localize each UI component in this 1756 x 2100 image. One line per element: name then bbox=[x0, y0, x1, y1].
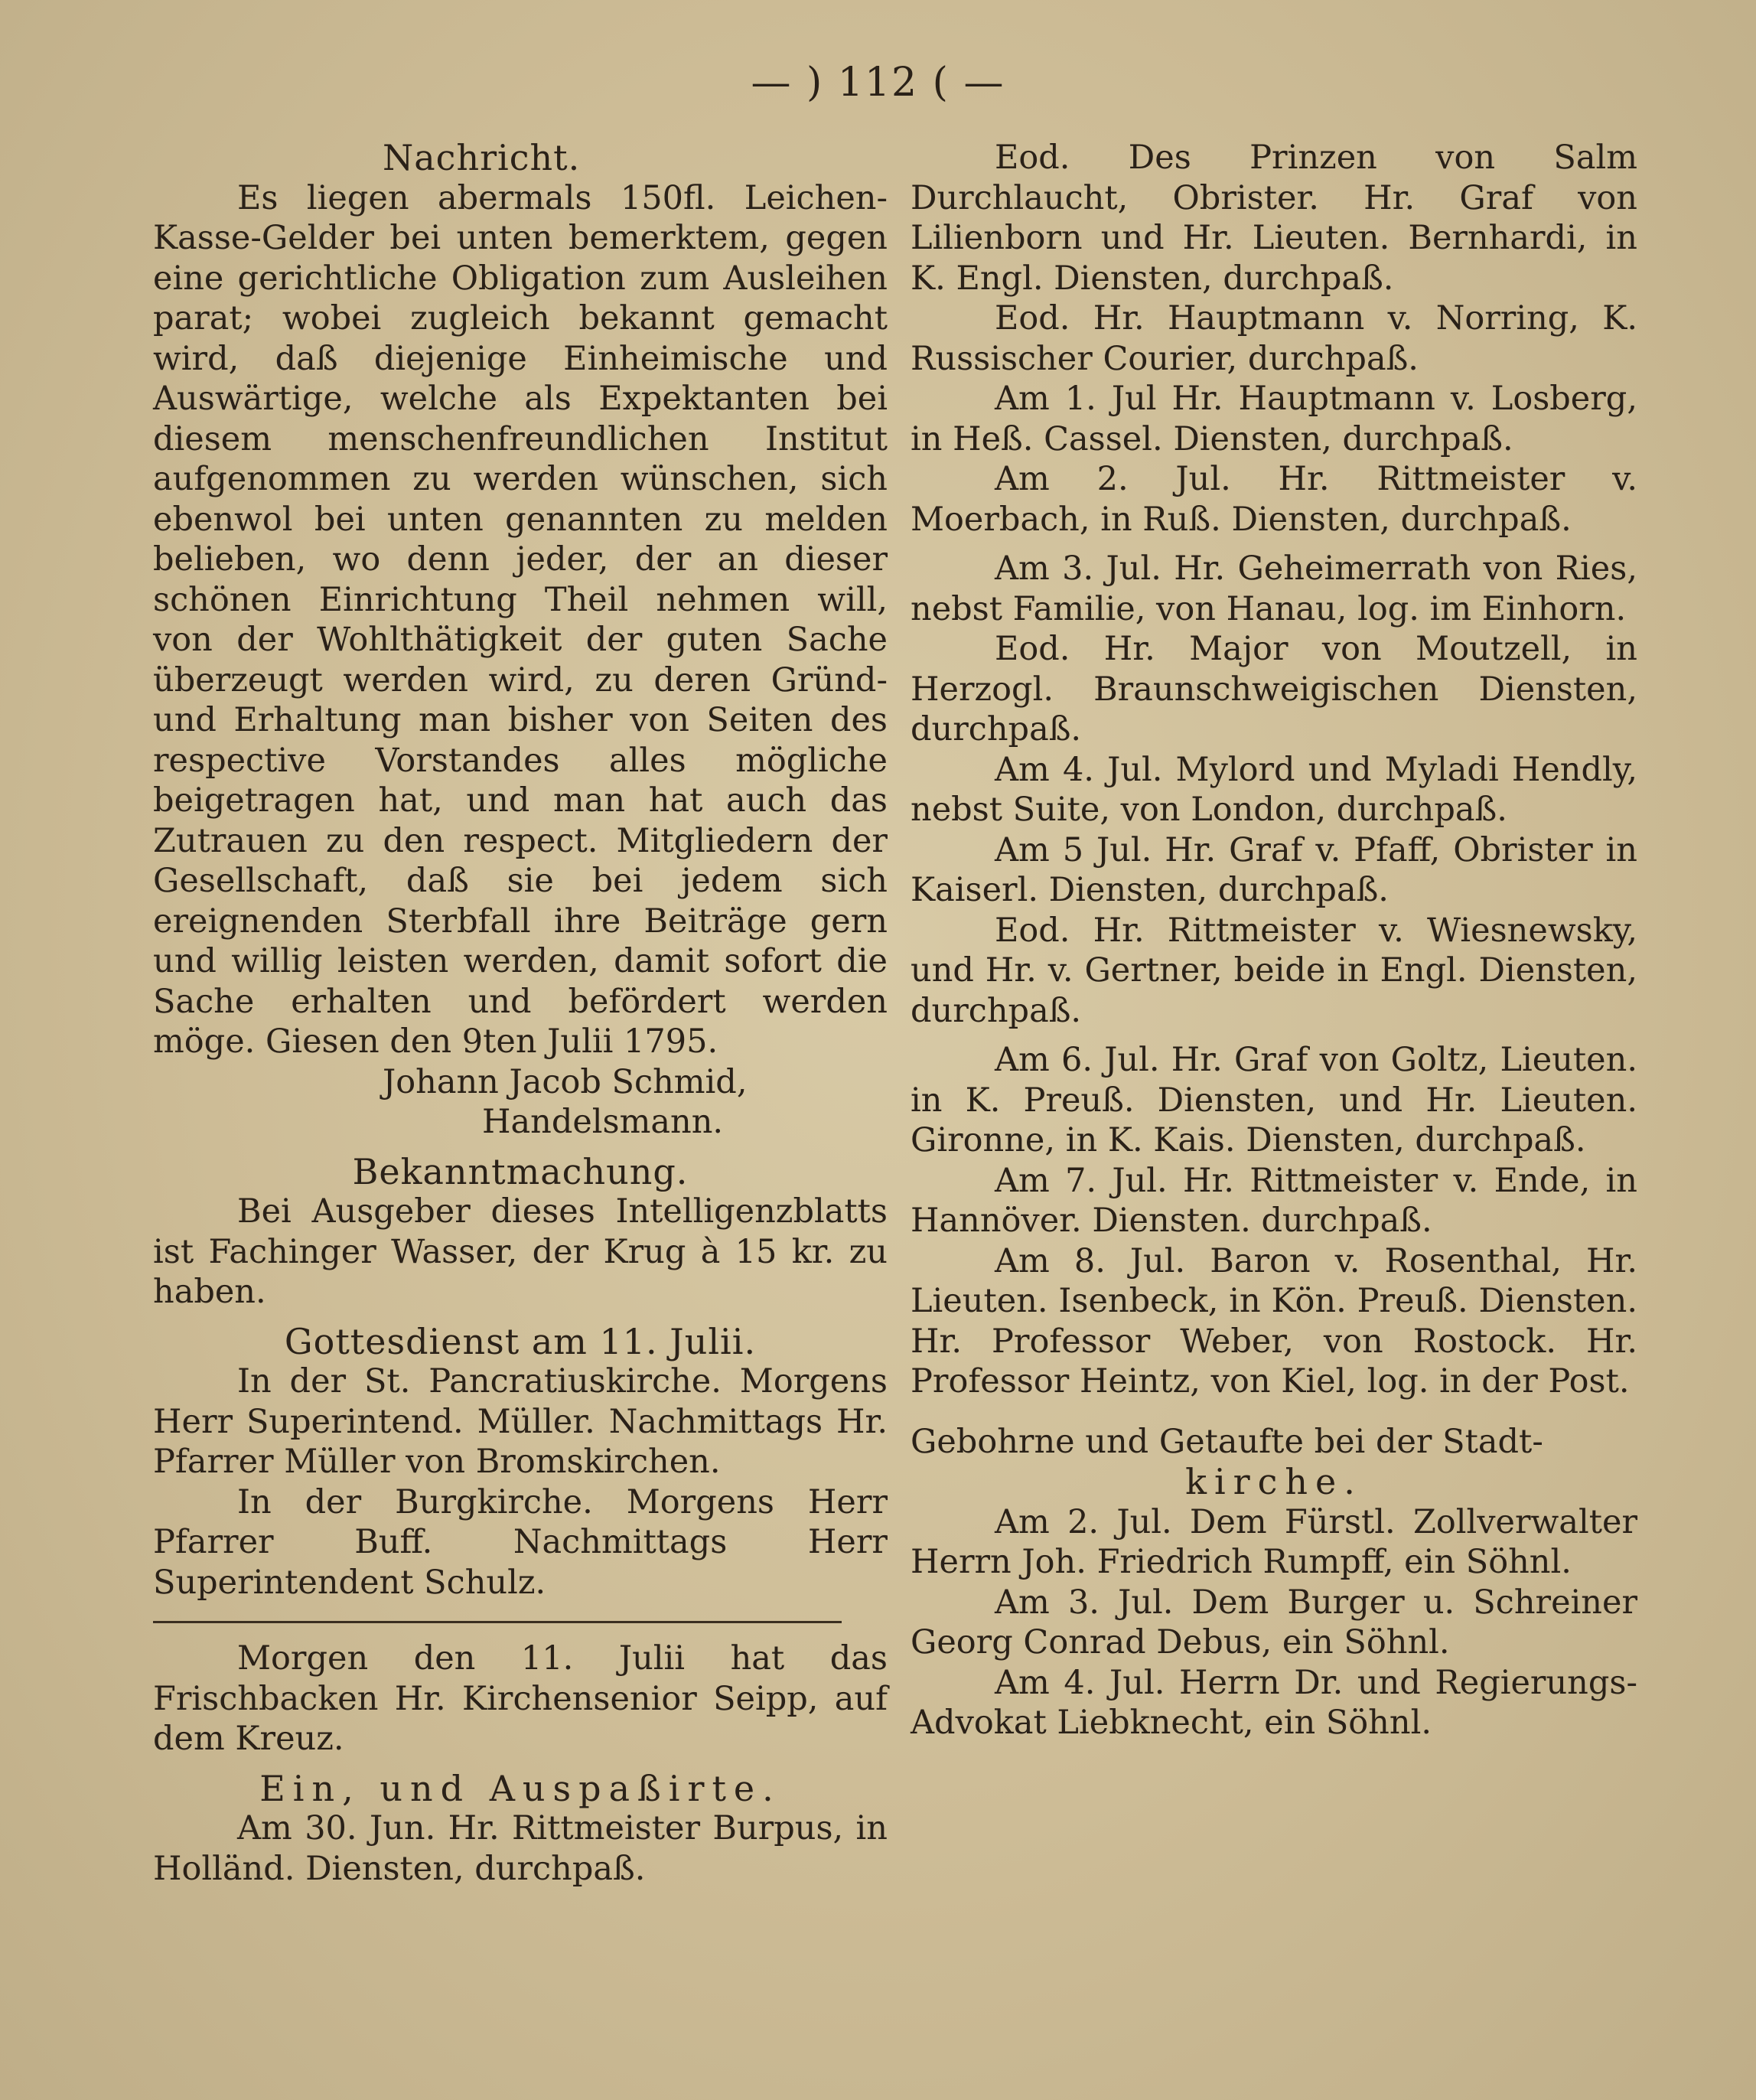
signature-name: Johann Jacob Schmid, bbox=[383, 1062, 748, 1101]
passirte-entry: Am 30. Jun. Hr. Rittmeister Burpus, in Holländ. Diensten, durchpaß. bbox=[153, 1809, 888, 1888]
gottesdienst-heading: Gottesdienst am 11. Julii. bbox=[284, 1320, 757, 1362]
traveler-entry: Eod. Des Prinzen von Salm Durchlaucht, Obrister. Hr. Graf von Lilienborn und Hr. Lieuten. Bernhardi, in K. Engl. Diensten, durchpaß. bbox=[911, 139, 1637, 298]
traveler-entry: Am 6. Jul. Hr. Graf von Goltz, Lieuten. in K. Preuß. Diensten, und Hr. Lieuten. Gironne, in K. Kais. Diensten, durchpaß. bbox=[911, 1041, 1637, 1159]
bekanntmachung-text: Bei Ausgeber dieses Intelligenzblatts ist Fachinger Wasser, der Krug à 15 kr. zu haben. bbox=[153, 1192, 888, 1311]
left-column bbox=[153, 138, 888, 1889]
traveler-entry: Am 2. Jul. Hr. Rittmeister v. Moerbach, in Ruß. Diensten, durchpaß. bbox=[911, 460, 1637, 539]
passirte-heading: Ein, und Auspaßirte. bbox=[259, 1767, 781, 1809]
birth-entry: Am 2. Jul. Dem Fürstl. Zollverwalter Herrn Joh. Friedrich Rumpff, ein Söhnl. bbox=[911, 1502, 1637, 1581]
nachricht-heading: Nachricht. bbox=[383, 137, 581, 178]
traveler-entry: Am 1. Jul Hr. Hauptmann v. Losberg, in Heß. Cassel. Diensten, durchpaß. bbox=[911, 380, 1637, 458]
bekanntmachung-heading: Bekanntmachung. bbox=[352, 1150, 689, 1192]
gebohrne-heading-continued: kirche. bbox=[1185, 1461, 1363, 1502]
traveler-entry: Eod. Hr. Major von Moutzell, in Herzogl. Braunschweigischen Diensten, durchpaß. bbox=[911, 630, 1637, 748]
gottesdienst-pancratius: In der St. Pancratiuskirche. Morgens Herr Superintend. Müller. Nachmittags Hr. Pfarrer Müller von Bromskirchen. bbox=[153, 1362, 888, 1481]
birth-entry: Am 3. Jul. Dem Burger u. Schreiner Georg Conrad Debus, ein Söhnl. bbox=[911, 1583, 1637, 1661]
gottesdienst-burgkirche: In der Burgkirche. Morgens Herr Pfarrer Buff. Nachmittags Herr Superintendent Schulz. bbox=[153, 1482, 888, 1602]
birth-entry: Am 4. Jul. Herrn Dr. und Regierungs-Advokat Liebknecht, ein Söhnl. bbox=[911, 1663, 1637, 1742]
signature-title: Handelsmann. bbox=[482, 1103, 724, 1141]
section-divider bbox=[153, 1621, 842, 1623]
traveler-entry: Am 5 Jul. Hr. Graf v. Pfaff, Obrister in Kaiserl. Diensten, durchpaß. bbox=[911, 830, 1637, 909]
traveler-entry: Eod. Hr. Rittmeister v. Wiesnewsky, und Hr. v. Gertner, beide in Engl. Diensten, durchpaß. bbox=[911, 911, 1637, 1030]
page-number: — ) 112 ( — bbox=[751, 60, 1005, 106]
nachricht-text: Es liegen abermals 150fl. Leichen-Kasse-Gelder bei unten bemerktem, gegen eine gerichtliche Obligation zum Ausleihen parat; wobei zugleich bekannt gemacht wird, daß diejenige Einheimische und Auswärtige, welche als Expektanten bei diesem menschenfreundlichen Institut aufgenommen zu werden wünschen, sich ebenwol bei unten genannten zu melden belieben, wo denn jeder, der an dieser schönen Einrichtung Theil nehmen will, von der Wohlthätigkeit der guten Sache überzeugt werden wird, zu deren Gründ- und Erhaltung man bisher von Seiten des respective Vorstandes alles mögliche beigetragen hat, und man hat auch das Zutrauen zu den respect. Mitgliedern der Gesellschaft, daß sie bei jedem sich ereignenden Sterbfall ihre Beiträge gern und willig leisten werden, damit sofort die Sache erhalten und befördert werden möge. Giesen den 9ten Julii 1795. bbox=[153, 178, 888, 1061]
right-column bbox=[911, 138, 1637, 1743]
traveler-entry: Am 4. Jul. Mylord und Myladi Hendly, nebst Suite, von London, durchpaß. bbox=[911, 750, 1637, 829]
frischbacken-notice: Morgen den 11. Julii hat das Frischbacken Hr. Kirchensenior Seipp, auf dem Kreuz. bbox=[153, 1639, 888, 1758]
gebohrne-heading: Gebohrne und Getaufte bei der Stadt- bbox=[911, 1422, 1543, 1461]
traveler-entry: Am 3. Jul. Hr. Geheimerrath von Ries, nebst Familie, von Hanau, log. im Einhorn. bbox=[911, 549, 1637, 628]
traveler-entry: Eod. Hr. Hauptmann v. Norring, K. Russischer Courier, durchpaß. bbox=[911, 299, 1637, 378]
traveler-entry: Am 8. Jul. Baron v. Rosenthal, Hr. Lieuten. Isenbeck, in Kön. Preuß. Diensten. Hr. Professor Weber, von Rostock. Hr. Professor Heintz, von Kiel, log. in der Post. bbox=[911, 1241, 1637, 1401]
traveler-entry: Am 7. Jul. Hr. Rittmeister v. Ende, in Hannöver. Diensten. durchpaß. bbox=[911, 1161, 1637, 1240]
